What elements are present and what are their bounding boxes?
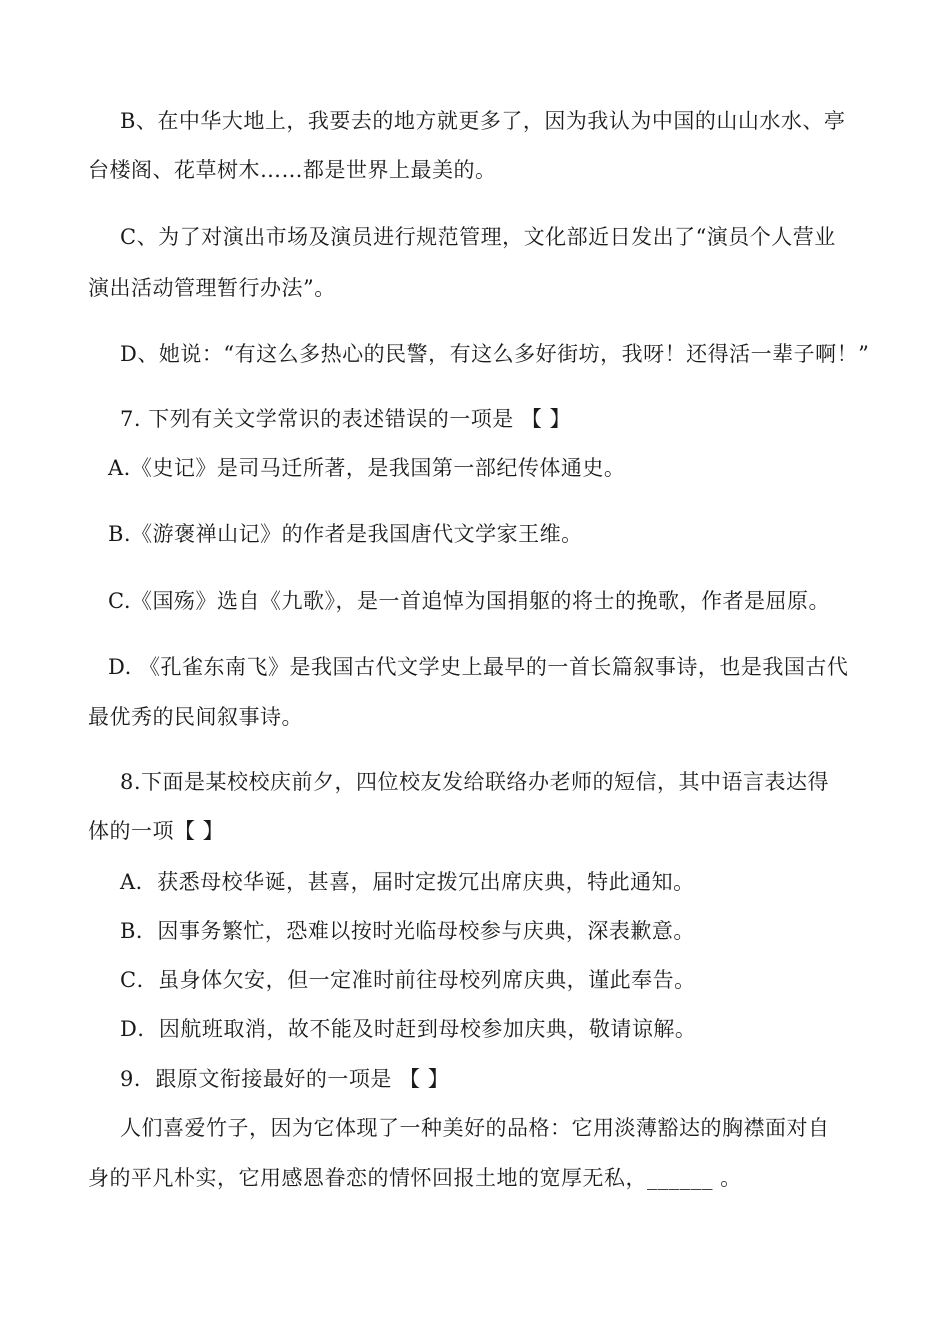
- question-8-option-d: D．因航班取消，故不能及时赶到母校参加庆典，敬请谅解。: [120, 1017, 697, 1041]
- question-8-stem-line-2: 体的一项【 】: [88, 819, 225, 843]
- question-9-text-line-2: 身的平凡朴实，它用感恩眷恋的情怀回报土地的宽厚无私，______ 。: [88, 1166, 742, 1190]
- question-7-option-c: C.《国殇》选自《九歌》，是一首追悼为国捐躯的将士的挽歌，作者是屈原。: [108, 589, 830, 613]
- question-7-stem: 7. 下列有关文学常识的表述错误的一项是 【 】: [120, 407, 572, 431]
- question-7-option-a: A.《史记》是司马迁所著，是我国第一部纪传体通史。: [108, 456, 626, 480]
- option-b-line-2: 台楼阁、花草树木……都是世界上最美的。: [88, 158, 497, 182]
- option-b-line-1: B、在中华大地上，我要去的地方就更多了，因为我认为中国的山山水水、亭: [120, 109, 846, 133]
- option-c-line-1: C、为了对演出市场及演员进行规范管理，文化部近日发出了“演员个人营业: [120, 225, 836, 249]
- question-7-option-d-line-1: D. 《孔雀东南飞》是我国古代文学史上最早的一首长篇叙事诗，也是我国古代: [108, 655, 849, 679]
- question-7-option-d-line-2: 最优秀的民间叙事诗。: [88, 705, 303, 729]
- question-8-option-c: C．虽身体欠安，但一定准时前往母校列席庆典，谨此奉告。: [120, 968, 696, 992]
- question-7-option-b: B.《游褒禅山记》的作者是我国唐代文学家王维。: [108, 522, 583, 546]
- option-d-line-1: D、她说：“有这么多热心的民警，有这么多好街坊，我呀！还得活一辈子啊！”: [120, 342, 870, 366]
- question-8-option-b: B．因事务繁忙，恐难以按时光临母校参与庆典，深表歉意。: [120, 919, 695, 943]
- question-9-text-line-1: 人们喜爱竹子，因为它体现了一种美好的品格：它用淡薄豁达的胸襟面对自: [120, 1116, 830, 1140]
- question-9-stem: 9．跟原文衔接最好的一项是 【 】: [120, 1067, 450, 1091]
- question-8-stem-line-1: 8.下面是某校校庆前夕，四位校友发给联络办老师的短信，其中语言表达得: [120, 770, 830, 794]
- question-8-option-a: A．获悉母校华诞，甚喜，届时定拨冗出席庆典，特此通知。: [120, 870, 695, 894]
- option-c-line-2: 演出活动管理暂行办法”。: [88, 276, 336, 300]
